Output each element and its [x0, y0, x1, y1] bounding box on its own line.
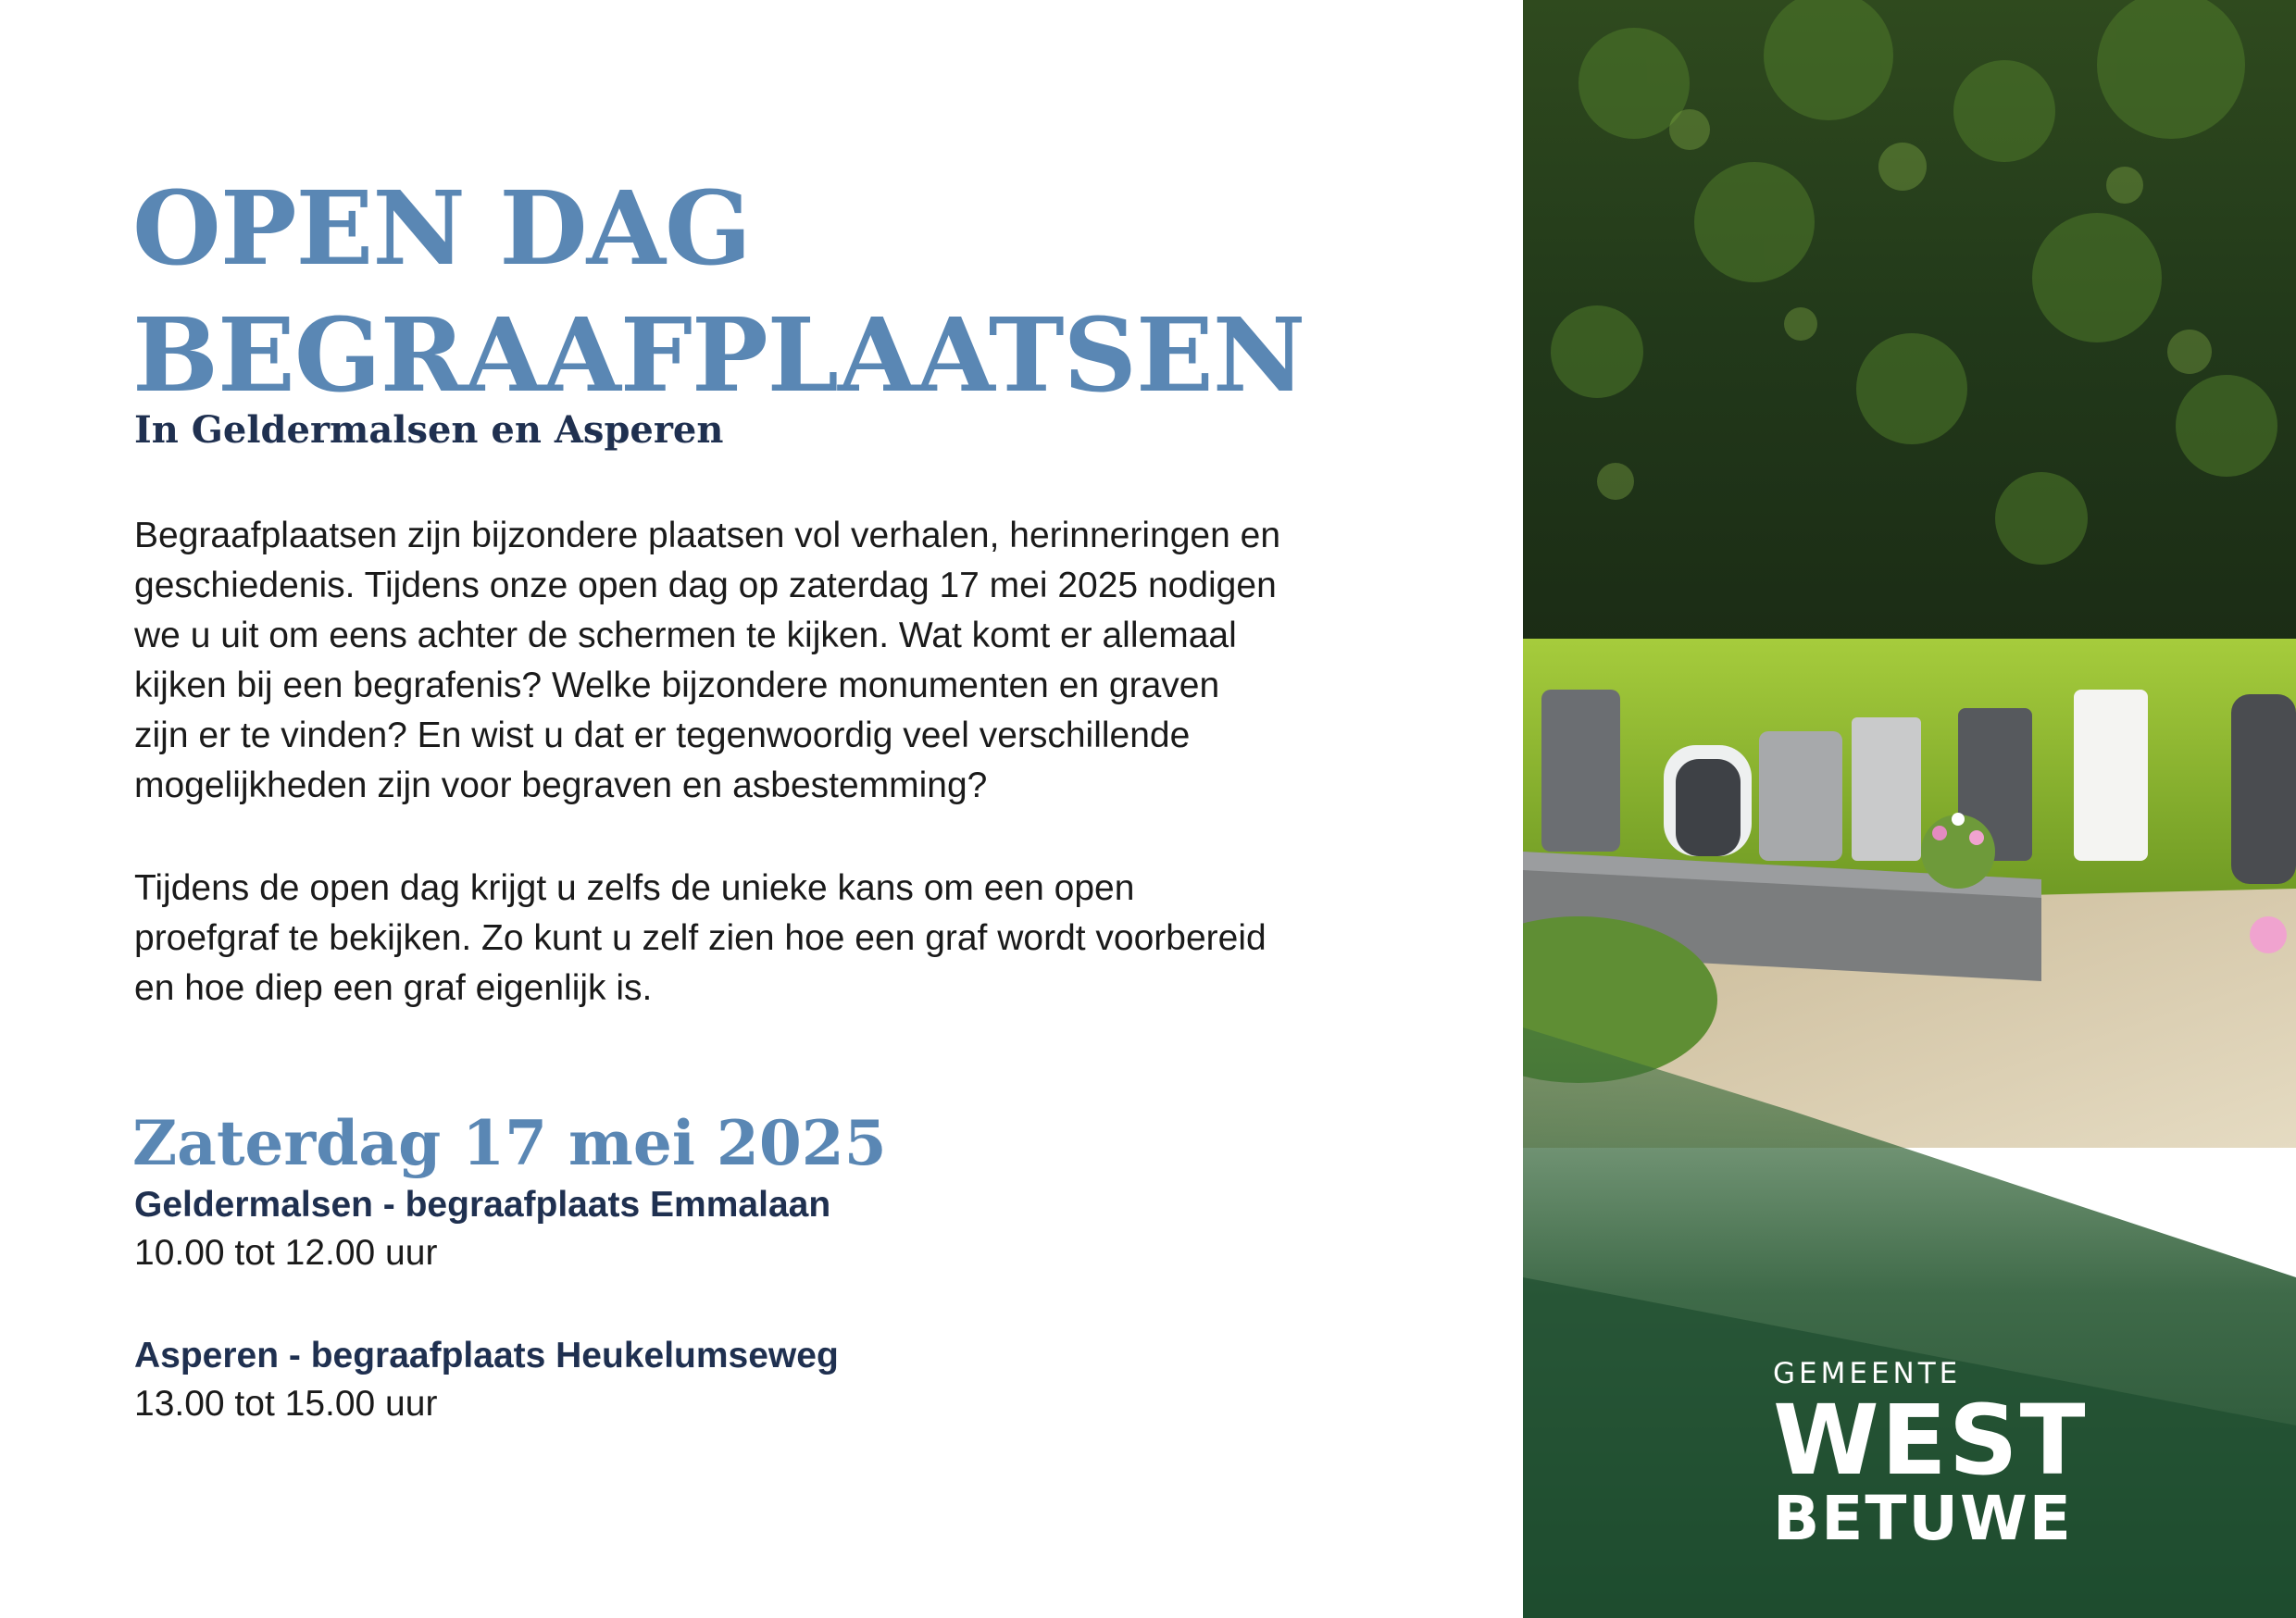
intro-paragraph	[134, 511, 1280, 811]
event-date: Zaterdag 17 mei 2025	[132, 1107, 887, 1179]
west-betuwe-logo	[1773, 1357, 2088, 1554]
intro-line: we u uit om eens achter de schermen te kijken. Wat komt er allemaal	[134, 616, 1237, 655]
extra-paragraph	[134, 864, 1267, 1014]
intro-line: Begraafplaatsen zijn bijzondere plaatsen vol verhalen, herinneringen en	[134, 516, 1281, 555]
intro-line: zijn er te vinden? En wist u dat er tegenwoordig veel verschillende	[134, 716, 1191, 755]
intro-line: kijken bij een begrafenis? Welke bijzondere monumenten en graven	[134, 666, 1220, 705]
extra-line: Tijdens de open dag krijgt u zelfs de unieke kans om een open	[134, 868, 1135, 908]
title-line-1: OPEN DAG	[132, 168, 751, 288]
location-time: 10.00 tot 12.00 uur	[134, 1233, 438, 1273]
intro-line: mogelijkheden zijn voor begraven en asbestemming?	[134, 765, 988, 805]
title-line-2: BEGRAAFPLAATSEN	[132, 295, 1305, 415]
location-time: 13.00 tot 15.00 uur	[134, 1384, 438, 1424]
logo-text-mid: BETUWE	[1773, 1483, 2073, 1554]
logo-text-small: GEMEENTE	[1773, 1357, 1962, 1390]
location-name: Geldermalsen - begraafplaats Emmalaan	[134, 1185, 831, 1225]
cemetery-photo	[1523, 0, 2296, 1618]
logo-text-big: WEST	[1773, 1384, 2088, 1497]
intro-line: geschiedenis. Tijdens onze open dag op zaterdag 17 mei 2025 nodigen	[134, 566, 1277, 605]
location-name: Asperen - begraafplaats Heukelumseweg	[134, 1336, 839, 1375]
extra-line: proefgraf te bekijken. Zo kunt u zelf zien hoe een graf wordt voorbereid	[134, 918, 1267, 958]
subtitle: In Geldermalsen en Asperen	[134, 408, 724, 452]
page-title	[132, 165, 1304, 418]
extra-line: en hoe diep een graf eigenlijk is.	[134, 968, 653, 1008]
